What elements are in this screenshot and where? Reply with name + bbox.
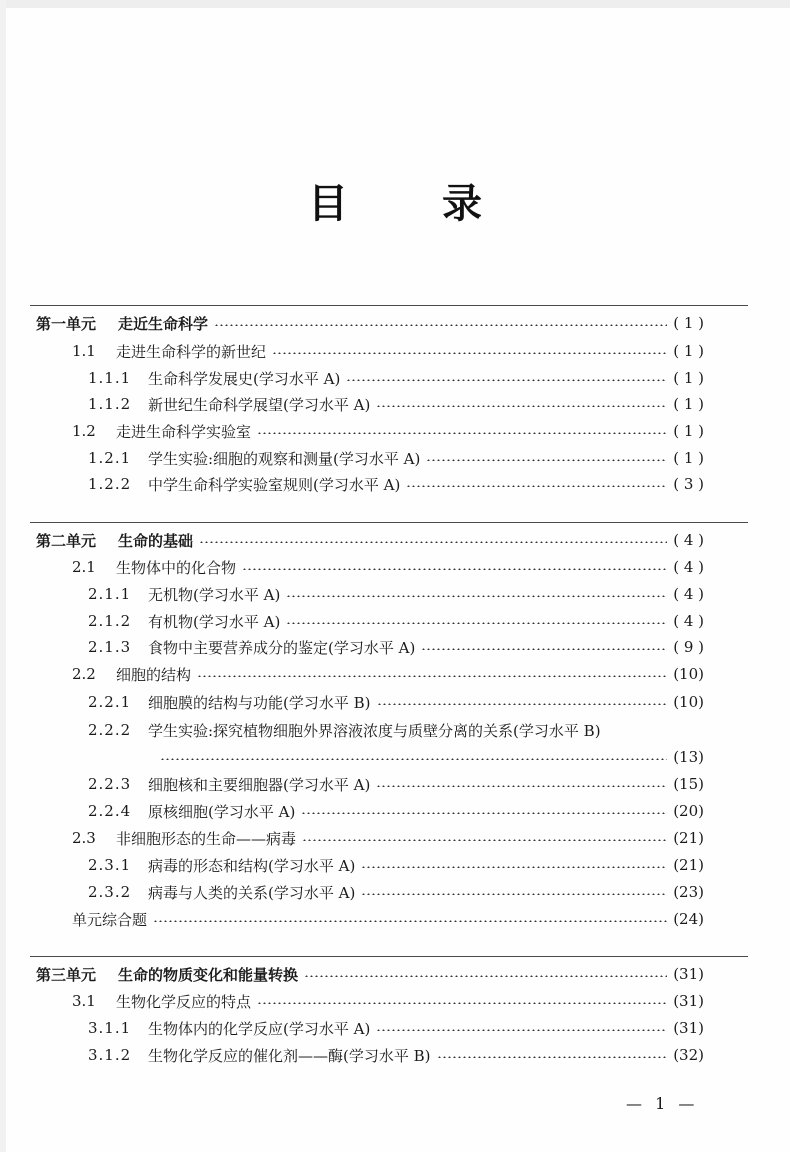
entry-title: 生物化学反应的催化剂——酶(学习水平 B) xyxy=(148,1046,431,1065)
entry-number: 2.1.2 xyxy=(88,612,132,630)
entry-number: 3.1.1 xyxy=(88,1019,132,1037)
entry-number: 1.1.2 xyxy=(88,395,132,413)
page-title: 目 录 xyxy=(308,181,522,227)
dot-leader xyxy=(376,1029,667,1031)
entry-title: 生物体中的化合物 xyxy=(116,558,237,577)
toc-subsection-3-1-1[interactable] xyxy=(0,1014,790,1042)
entry-title: 生物化学反应的特点 xyxy=(116,992,252,1011)
toc-subsection-3-1-2[interactable] xyxy=(0,1041,790,1069)
entry-page: (32) xyxy=(673,1046,704,1064)
entry-title: 生物体内的化学反应(学习水平 A) xyxy=(148,1019,371,1038)
toc-subsection-2-1-2[interactable] xyxy=(0,607,790,635)
entry-page: (23) xyxy=(673,883,704,901)
entry-title: 细胞核和主要细胞器(学习水平 A) xyxy=(148,775,371,794)
dot-leader xyxy=(302,839,667,841)
entry-title: 走近生命科学 xyxy=(118,314,209,333)
entry-page: (31) xyxy=(673,965,704,983)
entry-page: (10) xyxy=(673,693,704,711)
entry-number: 2.3.2 xyxy=(88,883,132,901)
toc-subsection-2-3-2[interactable] xyxy=(0,878,790,906)
entry-page: ( 1 ) xyxy=(673,449,704,467)
dot-leader xyxy=(286,622,667,624)
dot-leader xyxy=(160,758,667,760)
entry-number: 2.2.3 xyxy=(88,775,132,793)
page-number: — 1 — xyxy=(626,1094,699,1113)
toc-subsection-2-2-4[interactable] xyxy=(0,797,790,825)
dot-leader xyxy=(242,568,667,570)
entry-title: 无机物(学习水平 A) xyxy=(148,585,281,604)
entry-page: (31) xyxy=(673,992,704,1010)
dot-leader xyxy=(421,648,667,650)
dot-leader xyxy=(153,920,667,922)
dot-leader xyxy=(272,352,667,354)
dot-leader xyxy=(346,379,667,381)
toc-subsection-2-3-1[interactable] xyxy=(0,851,790,879)
entry-page: ( 1 ) xyxy=(673,314,704,332)
entry-page: ( 4 ) xyxy=(673,531,704,549)
toc-subsection-1-2-1[interactable] xyxy=(0,444,790,472)
entry-number: 2.3.1 xyxy=(88,856,132,874)
toc-subsection-2-1-3[interactable] xyxy=(0,633,790,661)
dot-leader xyxy=(286,595,667,597)
entry-page: (21) xyxy=(673,829,704,847)
entry-title: 走进生命科学的新世纪 xyxy=(116,342,267,361)
toc-subsection-2-2-2-continued[interactable] xyxy=(0,743,790,771)
entry-page: ( 1 ) xyxy=(673,342,704,360)
entry-title: 病毒与人类的关系(学习水平 A) xyxy=(148,883,356,902)
entry-number: 2.2.4 xyxy=(88,802,132,820)
entry-number: 第三单元 xyxy=(36,965,97,984)
entry-page: (21) xyxy=(673,856,704,874)
toc-subsection-2-2-1[interactable] xyxy=(0,688,790,716)
toc-section-2-2[interactable] xyxy=(0,660,790,688)
toc-section-2-1[interactable] xyxy=(0,553,790,581)
entry-title: 学生实验:探究植物细胞外界溶液浓度与质壁分离的关系(学习水平 B) xyxy=(148,721,601,740)
toc-unit-3[interactable] xyxy=(0,960,790,988)
entry-page: ( 4 ) xyxy=(673,612,704,630)
entry-number: 第二单元 xyxy=(36,531,97,550)
entry-number: 2.1.3 xyxy=(88,638,132,656)
toc-subsection-1-2-2[interactable] xyxy=(0,470,790,498)
toc-section-2-3[interactable] xyxy=(0,824,790,852)
entry-page: ( 3 ) xyxy=(673,475,704,493)
entry-title: 新世纪生命科学展望(学习水平 A) xyxy=(148,395,371,414)
dot-leader xyxy=(304,975,667,977)
entry-number: 1.1 xyxy=(72,342,96,360)
entry-page: ( 4 ) xyxy=(673,558,704,576)
dot-leader xyxy=(376,405,667,407)
toc-section-3-1[interactable] xyxy=(0,987,790,1015)
scan-edge-top xyxy=(0,0,790,8)
entry-title: 生命科学发展史(学习水平 A) xyxy=(148,369,341,388)
entry-title: 学生实验:细胞的观察和测量(学习水平 A) xyxy=(148,449,421,468)
entry-number: 1.2 xyxy=(72,422,96,440)
toc-subsection-2-1-1[interactable] xyxy=(0,580,790,608)
entry-title: 病毒的形态和结构(学习水平 A) xyxy=(148,856,356,875)
dot-leader xyxy=(376,785,667,787)
entry-number: 1.1.1 xyxy=(88,369,132,387)
entry-page: (31) xyxy=(673,1019,704,1037)
toc-unit-review[interactable] xyxy=(0,905,790,933)
dot-leader xyxy=(197,675,667,677)
dot-leader xyxy=(377,703,668,705)
toc-subsection-2-2-3[interactable] xyxy=(0,770,790,798)
entry-number: 3.1.2 xyxy=(88,1046,132,1064)
entry-number: 1.2.2 xyxy=(88,475,132,493)
toc-section-1-2[interactable] xyxy=(0,417,790,445)
entry-page: ( 1 ) xyxy=(673,369,704,387)
toc-subsection-1-1-1[interactable] xyxy=(0,364,790,392)
entry-title: 生命的基础 xyxy=(118,531,194,550)
entry-title: 有机物(学习水平 A) xyxy=(148,612,281,631)
entry-title: 中学生命科学实验室规则(学习水平 A) xyxy=(148,475,401,494)
entry-title: 细胞膜的结构与功能(学习水平 B) xyxy=(148,693,371,712)
entry-page: (20) xyxy=(673,802,704,820)
dot-leader xyxy=(406,485,667,487)
toc-subsection-1-1-2[interactable] xyxy=(0,390,790,418)
divider xyxy=(30,522,748,523)
dot-leader xyxy=(257,432,667,434)
entry-title: 细胞的结构 xyxy=(116,665,192,684)
entry-number: 第一单元 xyxy=(36,314,97,333)
entry-number: 1.2.1 xyxy=(88,449,132,467)
entry-page: (10) xyxy=(673,665,704,683)
toc-unit-2[interactable] xyxy=(0,526,790,554)
dot-leader xyxy=(199,541,667,543)
toc-subsection-2-2-2[interactable] xyxy=(0,716,790,744)
entry-title: 原核细胞(学习水平 A) xyxy=(148,802,296,821)
entry-page: (24) xyxy=(673,910,704,928)
entry-page: ( 9 ) xyxy=(673,638,704,656)
entry-title: 生命的物质变化和能量转换 xyxy=(118,965,299,984)
divider xyxy=(30,305,748,306)
entry-page: ( 1 ) xyxy=(673,422,704,440)
dot-leader xyxy=(301,812,667,814)
entry-page: (15) xyxy=(673,775,704,793)
dot-leader xyxy=(214,324,667,326)
dot-leader xyxy=(426,459,667,461)
divider xyxy=(30,956,748,957)
entry-page: (13) xyxy=(673,748,704,766)
entry-title: 食物中主要营养成分的鉴定(学习水平 A) xyxy=(148,638,416,657)
entry-title: 非细胞形态的生命——病毒 xyxy=(116,829,297,848)
entry-number: 3.1 xyxy=(72,992,96,1010)
dot-leader xyxy=(361,893,667,895)
dot-leader xyxy=(257,1002,667,1004)
entry-page: ( 4 ) xyxy=(673,585,704,603)
dot-leader xyxy=(437,1056,668,1058)
entry-title: 单元综合题 xyxy=(72,910,148,929)
entry-page: ( 1 ) xyxy=(673,395,704,413)
toc-section-1-1[interactable] xyxy=(0,337,790,365)
entry-number: 2.3 xyxy=(72,829,96,847)
toc-unit-1[interactable] xyxy=(0,309,790,337)
entry-number: 2.2.1 xyxy=(88,693,132,711)
entry-number: 2.1.1 xyxy=(88,585,132,603)
entry-number: 2.1 xyxy=(72,558,96,576)
entry-number: 2.2.2 xyxy=(88,721,132,739)
entry-title: 走进生命科学实验室 xyxy=(116,422,252,441)
entry-number: 2.2 xyxy=(72,665,96,683)
dot-leader xyxy=(361,866,667,868)
